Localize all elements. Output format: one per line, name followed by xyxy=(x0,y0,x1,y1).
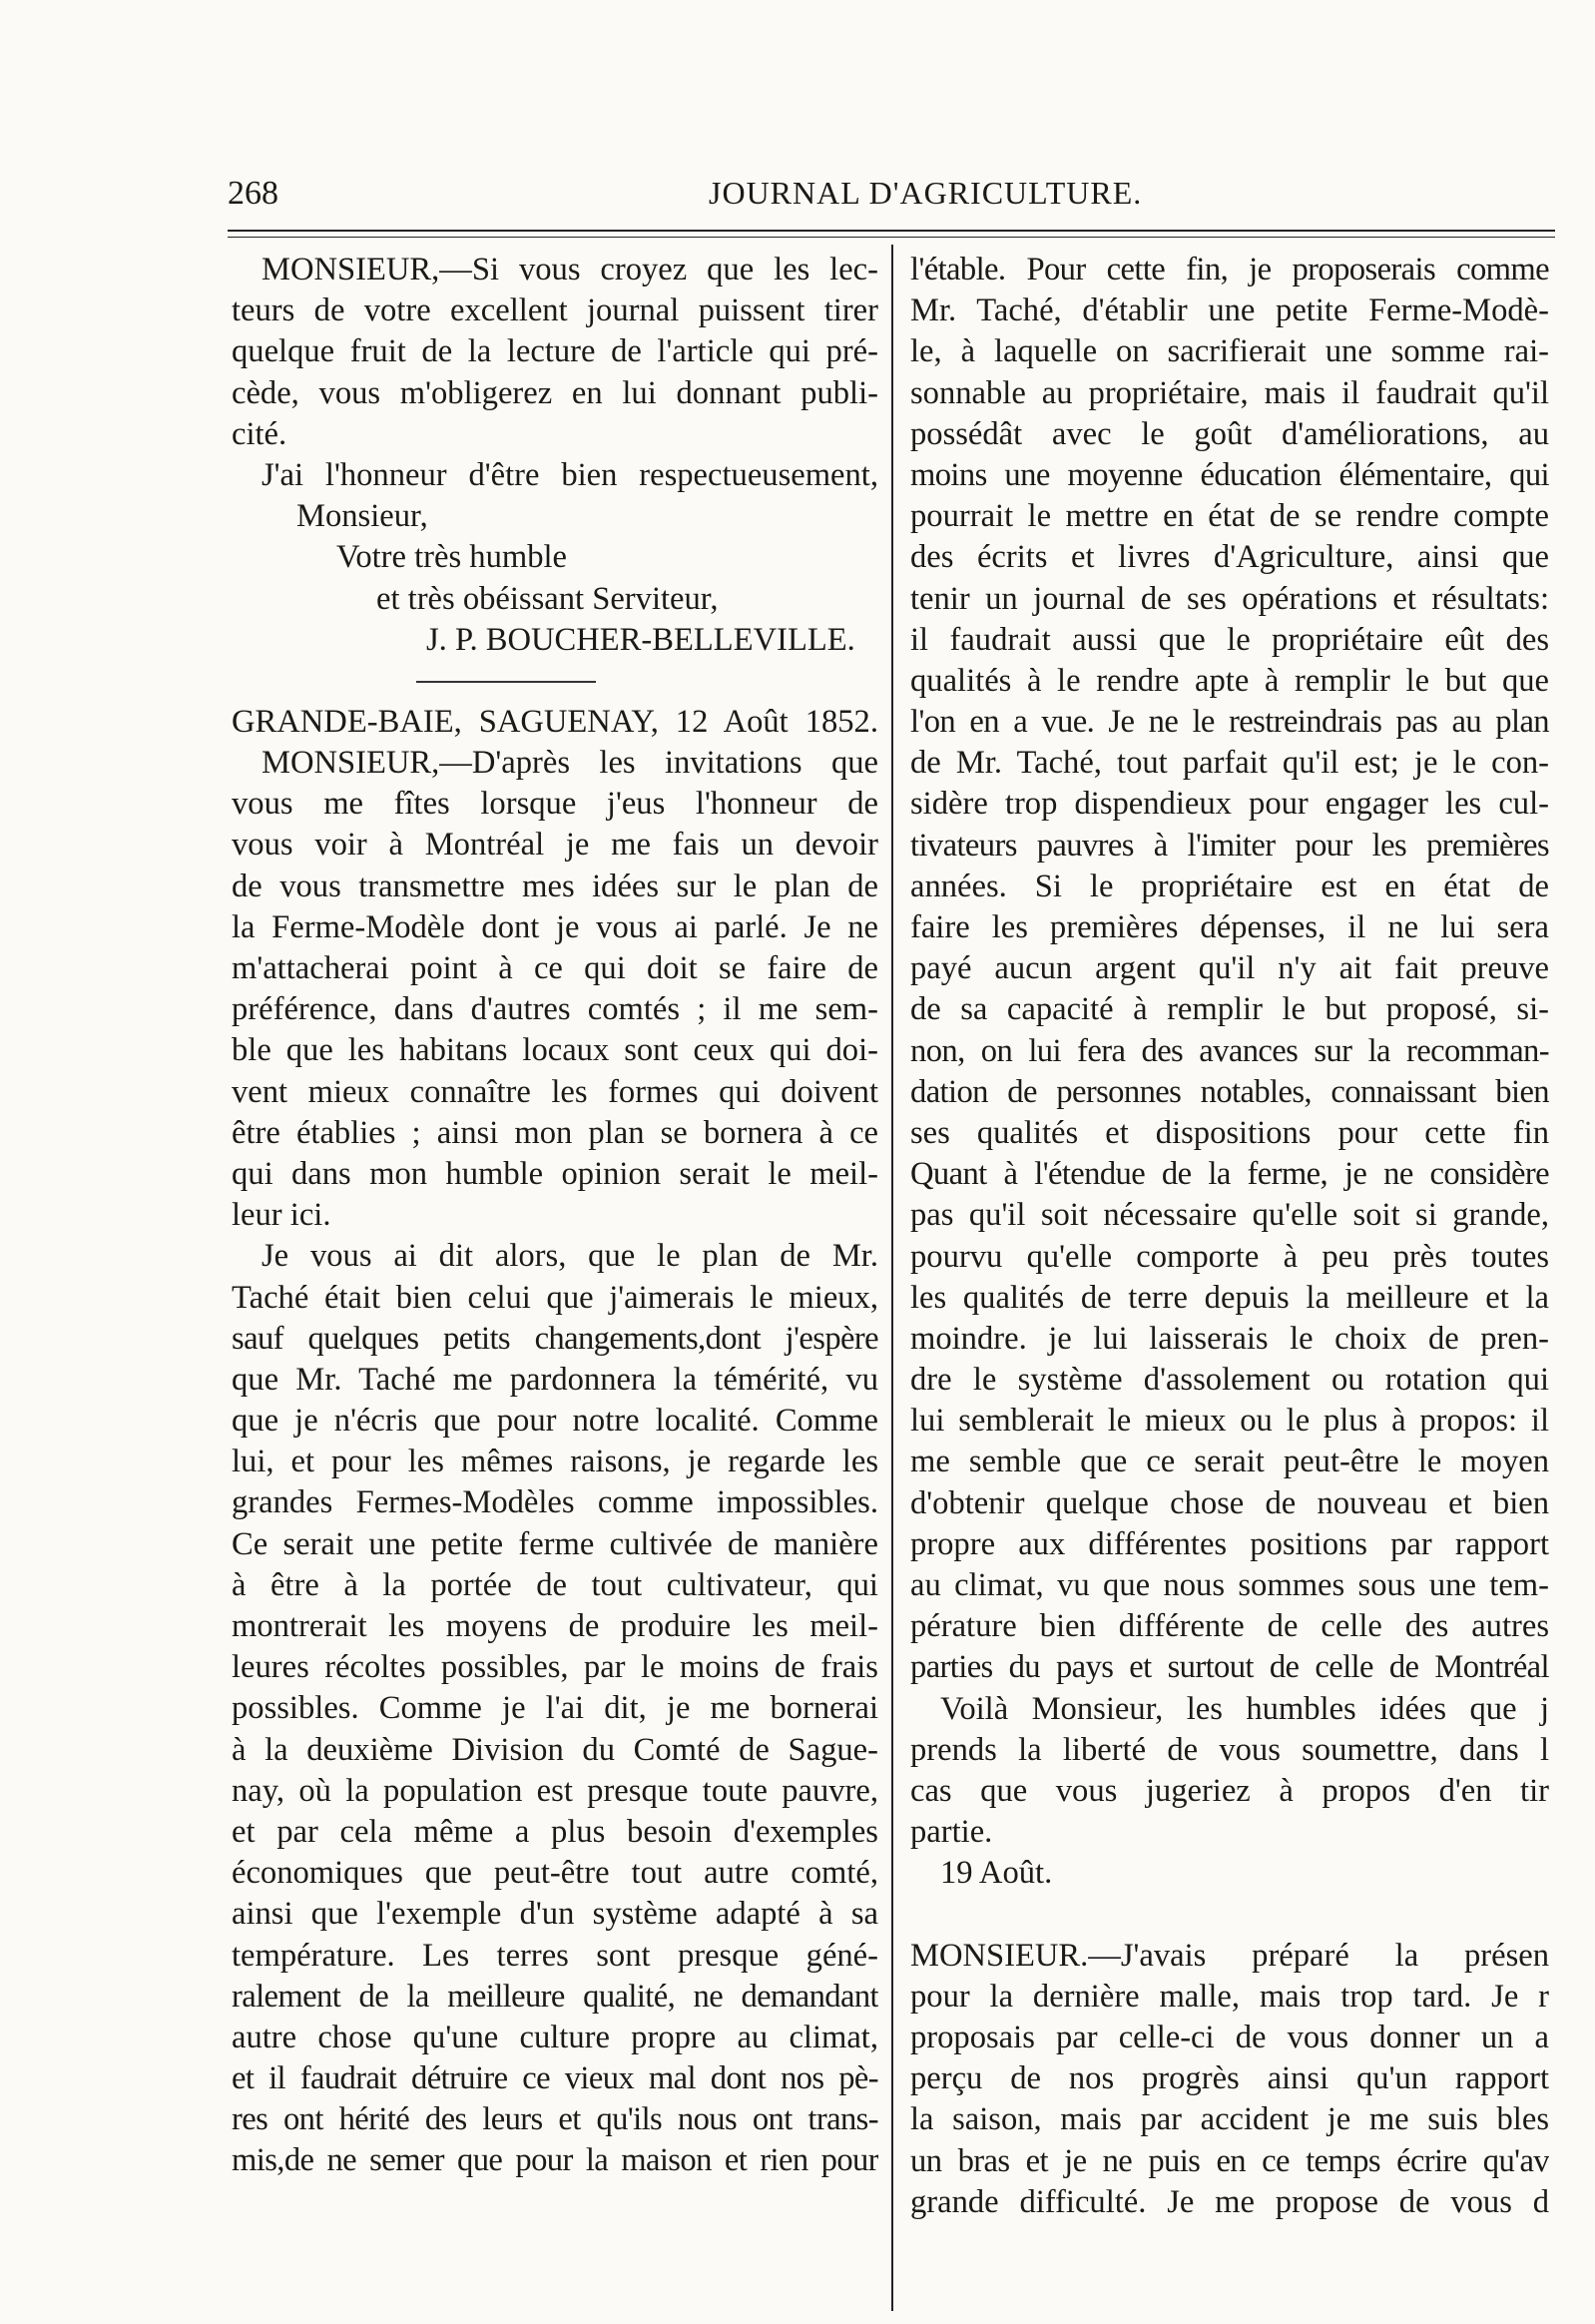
text-line: leures récoltes possibles, par le moins de frais xyxy=(232,1649,878,1686)
text-line: que Mr. Taché me pardonnera la témérité, vu xyxy=(232,1361,878,1398)
text-line: teurs de votre excellent journal puissent tirer xyxy=(232,292,878,329)
column-divider xyxy=(891,245,893,2311)
text-line: Mr. Taché, d'établir une petite Ferme-Modè- xyxy=(910,292,1549,329)
text-line: autre chose qu'une culture propre au climat, xyxy=(232,2019,878,2055)
text-line: quelque fruit de la lecture de l'article qui pré- xyxy=(232,333,878,370)
text-line: MONSIEUR,—D'après les invitations que xyxy=(262,745,878,782)
text-line: pérature bien différente de celle des autres xyxy=(910,1608,1549,1645)
closing-line: et très obéissant Serviteur, xyxy=(376,580,719,617)
text-line: à être à la portée de tout cultivateur, qui xyxy=(232,1566,878,1603)
text-line: leur ici. xyxy=(232,1197,331,1234)
text-line: ainsi que l'exemple d'un système adapté à sa xyxy=(232,1896,878,1933)
text-line: pourvu qu'elle comporte à peu près toutes xyxy=(910,1238,1549,1275)
text-line: un bras et je ne puis en ce temps écrire qu'av xyxy=(910,2142,1549,2179)
text-line: dation de personnes notables, connaissant bien xyxy=(910,1073,1549,1110)
header-rule-thin xyxy=(228,237,1555,238)
text-line: faire les premières dépenses, il ne lui sera xyxy=(910,909,1549,945)
text-line: le, à laquelle on sacrifierait une somme rai- xyxy=(910,333,1549,370)
text-line: grande difficulté. Je me propose de vous d xyxy=(910,2183,1549,2220)
text-line: à la deuxième Division du Comté de Sague- xyxy=(232,1731,878,1768)
text-line: pour la dernière malle, mais trop tard. Je r xyxy=(910,1978,1549,2015)
text-line: vent mieux connaître les formes qui doivent xyxy=(232,1073,878,1110)
text-line: payé aucun argent qu'il n'y ait fait preuve xyxy=(910,950,1549,987)
text-line: prends la liberté de vous soumettre, dans l xyxy=(910,1731,1549,1768)
text-line: les qualités de terre depuis la meilleure et la xyxy=(910,1279,1549,1316)
page-header xyxy=(228,175,1555,225)
text-line: Je vous ai dit alors, que le plan de Mr. xyxy=(262,1238,878,1275)
text-line: sonnable au propriétaire, mais il faudrait qu'il xyxy=(910,374,1549,411)
text-line: de Mr. Taché, tout parfait qu'il est; je le con- xyxy=(910,745,1549,782)
section-separator xyxy=(232,661,878,702)
text-line: d'obtenir quelque chose de nouveau et bien xyxy=(910,1484,1549,1521)
text-line: de sa capacité à remplir le but proposé, si- xyxy=(910,991,1549,1028)
text-line: la saison, mais par accident je me suis bles xyxy=(910,2101,1549,2138)
text-line: partie. xyxy=(910,1814,993,1851)
running-title: JOURNAL D'AGRICULTURE. xyxy=(709,175,1143,211)
closing-line: Votre très humble xyxy=(336,539,568,576)
text-line: sidère trop dispendieux pour engager les cul- xyxy=(910,786,1549,823)
text-line: Quant à l'étendue de la ferme, je ne considère xyxy=(910,1156,1549,1193)
text-line: au climat, vu que nous sommes sous une tem- xyxy=(910,1567,1549,1603)
text-line: cité. xyxy=(232,415,287,452)
signature-line: J. P. BOUCHER-BELLEVILLE. xyxy=(426,621,855,658)
text-line: il faudrait aussi que le propriétaire eût des xyxy=(910,621,1549,658)
dateline: GRANDE-BAIE, SAGUENAY, 12 Août 1852. xyxy=(232,703,878,740)
text-line: ble que les habitans locaux sont ceux qui doi- xyxy=(232,1032,878,1069)
text-line: non, on lui fera des avances sur la recomman- xyxy=(910,1032,1549,1069)
dateline: 19 Août. xyxy=(940,1855,1053,1892)
text-line: être établies ; ainsi mon plan se bornera à ce xyxy=(232,1114,878,1151)
text-line: que je n'écris que pour notre localité. Comme xyxy=(232,1403,878,1440)
text-line: possibles. Comme je l'ai dit, je me bornerai xyxy=(232,1690,878,1727)
text-line: tenir un journal de ses opérations et résultats: xyxy=(910,580,1549,617)
text-line: de vous transmettre mes idées sur le plan de xyxy=(232,868,878,904)
text-line: MONSIEUR.—J'avais préparé la présen xyxy=(910,1937,1549,1974)
text-line: et il faudrait détruire ce vieux mal dont nos pè- xyxy=(232,2060,878,2097)
text-line: cède, vous m'obligerez en lui donnant publi- xyxy=(232,374,878,411)
text-line: Ce serait une petite ferme cultivée de manière xyxy=(232,1525,878,1562)
text-line: la Ferme-Modèle dont je vous ai parlé. Je ne xyxy=(232,908,878,945)
text-line: possédât avec le goût d'améliorations, au xyxy=(910,415,1549,452)
text-line: Taché était bien celui que j'aimerais le mieux, xyxy=(232,1279,878,1316)
header-rule xyxy=(228,230,1555,232)
text-line: m'attacherai point à ce qui doit se faire de xyxy=(232,950,878,986)
text-line: et par cela même a plus besoin d'exemples xyxy=(232,1813,878,1850)
text-line: qualités à le rendre apte à remplir le but que xyxy=(910,662,1549,699)
text-line: préférence, dans d'autres comtés ; il me sem- xyxy=(232,991,878,1028)
text-line: sauf quelques petits changements,dont j'espère xyxy=(232,1320,878,1357)
text-line: vous me fîtes lorsque j'eus l'honneur de xyxy=(232,786,878,823)
text-line: l'étable. Pour cette fin, je proposerais comme xyxy=(910,252,1549,288)
text-line: tivateurs pauvres à l'imiter pour les premières xyxy=(910,827,1549,864)
closing-line: Monsieur, xyxy=(296,498,428,535)
text-line: nay, où la population est presque toute pauvre, xyxy=(232,1772,878,1809)
text-line: perçu de nos progrès ainsi qu'un rapport xyxy=(910,2060,1549,2097)
text-line: montrerait les moyens de produire les meil- xyxy=(232,1608,878,1644)
text-line: l'on en a vue. Je ne le restreindrais pas au plan xyxy=(910,704,1549,741)
left-column xyxy=(232,250,878,2182)
text-line: ralement de la meilleure qualité, ne demandant xyxy=(232,1978,878,2015)
text-line: température. Les terres sont presque géné- xyxy=(232,1937,878,1974)
text-line: Voilà Monsieur, les humbles idées que j xyxy=(940,1690,1549,1727)
text-line: me semble que ce serait peut-être le moyen xyxy=(910,1444,1549,1480)
text-line: parties du pays et surtout de celle de Montréal xyxy=(910,1649,1549,1686)
blank-line xyxy=(910,1895,1549,1936)
text-line: res ont hérité des leurs et qu'ils nous ont trans- xyxy=(232,2101,878,2138)
text-line: mis,de ne semer que pour la maison et rien pour xyxy=(232,2142,878,2179)
text-line: années. Si le propriétaire est en état de xyxy=(910,868,1549,904)
text-line: ses qualités et dispositions pour cette fin xyxy=(910,1114,1549,1151)
text-line: grandes Fermes-Modèles comme impossibles. xyxy=(232,1484,878,1521)
page-number: 268 xyxy=(228,175,278,212)
text-line: cas que vous jugeriez à propos d'en tir xyxy=(910,1772,1549,1809)
text-line: proposais par celle-ci de vous donner un a xyxy=(910,2020,1549,2056)
text-line: moins une moyenne éducation élémentaire, qui xyxy=(910,456,1549,493)
text-line: des écrits et livres d'Agriculture, ainsi que xyxy=(910,539,1549,576)
text-line: pas qu'il soit nécessaire qu'elle soit si grande, xyxy=(910,1197,1549,1234)
text-line: propre aux différentes positions par rapport xyxy=(910,1525,1549,1562)
text-line: lui, et pour les mêmes raisons, je regarde les xyxy=(232,1444,878,1480)
text-line: J'ai l'honneur d'être bien respectueusement, xyxy=(262,456,878,493)
text-line: MONSIEUR,—Si vous croyez que les lec- xyxy=(262,252,878,288)
text-line: dre le système d'assolement ou rotation qui xyxy=(910,1362,1549,1399)
text-line: lui semblerait le mieux ou le plus à propos: il xyxy=(910,1403,1549,1440)
text-line: vous voir à Montréal je me fais un devoir xyxy=(232,827,878,864)
text-line: moindre. je lui laisserais le choix de pren- xyxy=(910,1320,1549,1357)
right-column xyxy=(910,250,1549,2223)
text-line: pourrait le mettre en état de se rendre compte xyxy=(910,498,1549,535)
text-line: qui dans mon humble opinion serait le meil- xyxy=(232,1155,878,1192)
text-line: économiques que peut-être tout autre comté, xyxy=(232,1855,878,1892)
